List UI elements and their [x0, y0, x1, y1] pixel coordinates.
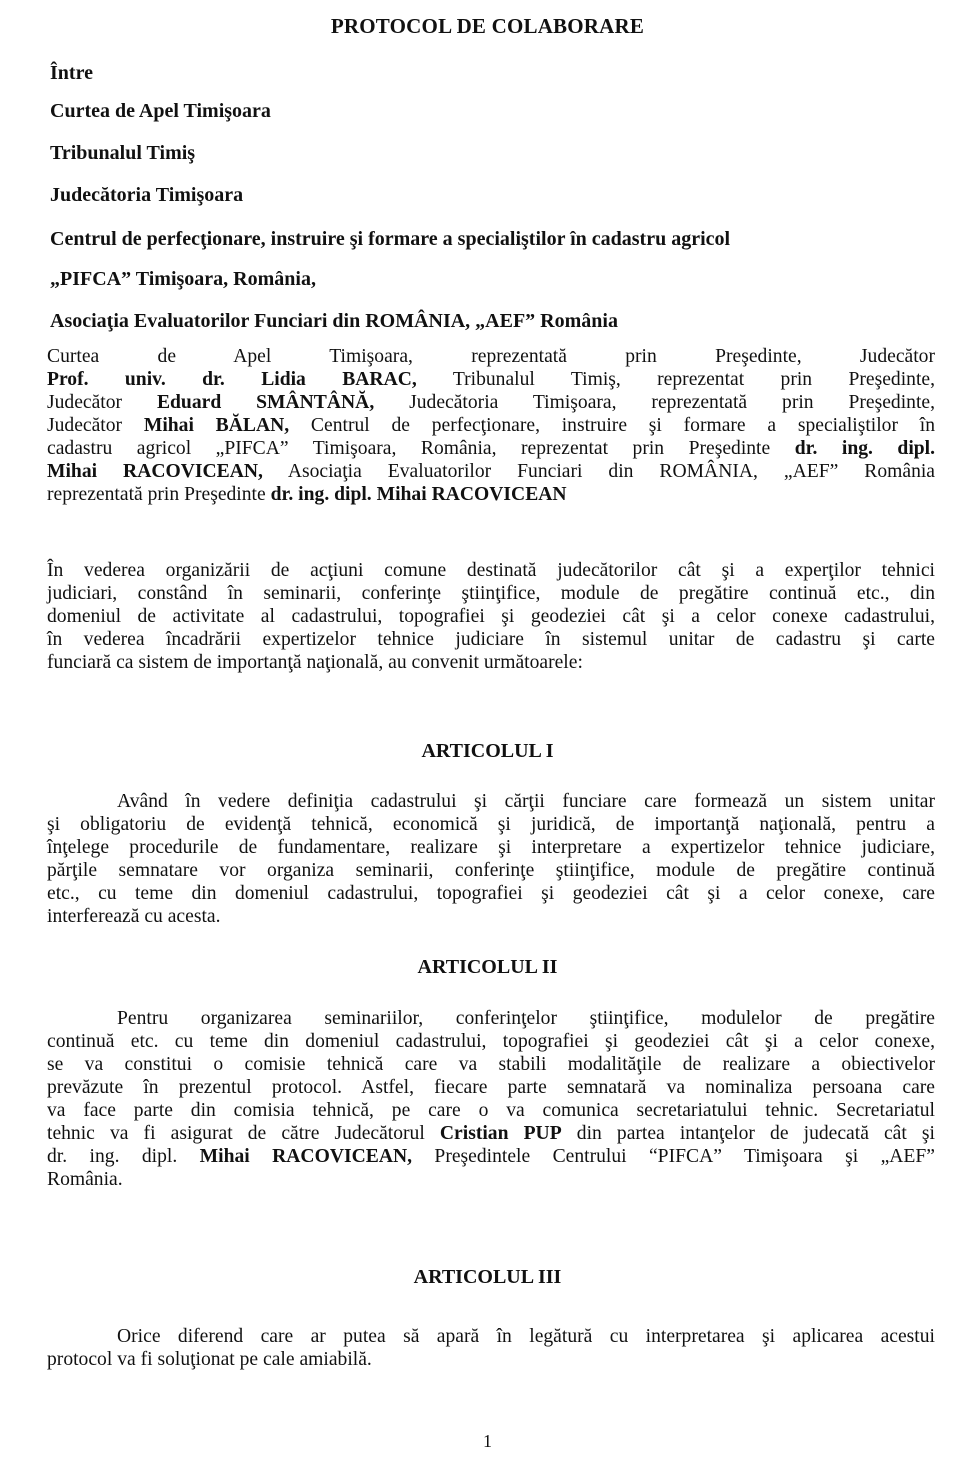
article-2-line: dr. ing. dipl. Mihai RACOVICEAN, Preşedintele Centrului “PIFCA” Timişoara şi „AEF” [47, 1146, 935, 1167]
article-1-line: etc., cu teme din domeniul cadastrului, topografiei şi geodeziei cât şi a celor conexe, care [47, 883, 935, 904]
intro-word: Între [50, 62, 93, 84]
article-2-line: se va constitui o comisie tehnică care va stabili modalităţile de realizare a obiectivelor [47, 1054, 935, 1075]
document-title: PROTOCOL DE COLABORARE [330, 14, 645, 38]
purpose-line: în vederea încadrării expertizelor tehnice judiciare în sistemul unitar de cadastru şi carte [47, 629, 935, 650]
article-2-line: prevăzute în prezentul protocol. Astfel, fiecare parte semnatară va nominaliza persoana care [47, 1077, 935, 1098]
representation-paragraph [47, 345, 935, 506]
article-3-heading: ARTICOLUL III [413, 1266, 562, 1288]
party-judecatoria: Judecătoria Timişoara [50, 184, 244, 206]
article-1-line: şi obligatoriu de evidenţă tehnică, economică şi juridică, de importanţă naţională, pentru a [47, 814, 935, 835]
purpose-line: funciară ca sistem de importanţă naţională, au convenit următoarele: [47, 652, 583, 673]
article-1-line: înţelege procedurile de fundamentare, realizare şi interpretare a expertizelor tehnice judiciare, [47, 837, 935, 858]
article-2-body [47, 1007, 935, 1191]
party-pifca-location: „PIFCA” Timişoara, România, [50, 268, 316, 290]
representation-line: cadastru agricol „PIFCA” Timişoara, România, reprezentat prin Preşedinte dr. ing. dipl. [47, 438, 936, 459]
representation-line: Judecător Mihai BĂLAN, Centrul de perfecţionare, instruire şi formare a specialiştilor în [47, 415, 935, 436]
purpose-line: judiciari, constând în seminarii, conferinţe ştiinţifice, module de pregătire continuă etc., din [47, 583, 935, 604]
article-1-line: interferează cu acesta. [47, 906, 221, 927]
party-curtea-de-apel: Curtea de Apel Timişoara [50, 100, 271, 122]
article-1-line: părţile semnatare vor organiza seminarii, conferinţe ştiinţifice, module de pregătire continuă [47, 860, 935, 881]
article-2-heading: ARTICOLUL II [417, 956, 558, 978]
representation-line: Prof. univ. dr. Lidia BARAC, Tribunalul Timiş, reprezentat prin Preşedinte, [47, 369, 935, 390]
representation-line: reprezentată prin Preşedinte dr. ing. dipl. Mihai RACOVICEAN [47, 484, 567, 505]
article-2-line: România. [47, 1169, 123, 1190]
representation-line: Mihai RACOVICEAN, Asociaţia Evaluatorilor Funciari din ROMÂNIA, „AEF” România [47, 461, 936, 482]
article-2-line: continuă etc. cu teme din domeniul cadastrului, topografiei şi geodeziei cât şi a celor conexe, [47, 1031, 935, 1052]
article-2-line: tehnic va fi asigurat de către Judecătorul Cristian PUP din partea intanţelor de judecată cât şi [47, 1123, 935, 1144]
purpose-paragraph [47, 559, 935, 674]
party-centrul-pifca: Centrul de perfecţionare, instruire şi formare a specialiştilor în cadastru agricol [50, 228, 731, 250]
article-3-line: Orice diferend care ar putea să apară în legătură cu interpretarea şi aplicarea acestui [117, 1326, 935, 1347]
article-2-line: Pentru organizarea seminariilor, conferinţelor ştiinţifice, modulelor de pregătire [117, 1008, 935, 1029]
article-1-line: Având în vedere definiţia cadastrului şi cărţii funciare care formează un sistem unitar [117, 791, 935, 812]
party-aef: Asociaţia Evaluatorilor Funciari din ROMÂNIA, „AEF” România [50, 310, 618, 332]
article-1-heading: ARTICOLUL I [421, 740, 554, 762]
party-tribunalul: Tribunalul Timiş [50, 142, 196, 164]
article-1-body [47, 790, 935, 928]
purpose-line: domeniul de activitate al cadastrului, topografiei şi geodeziei cât şi a celor conexe cadastrului, [47, 606, 935, 627]
representation-line: Judecător Eduard SMÂNTÂNĂ, Judecătoria Timişoara, reprezentată prin Preşedinte, [47, 392, 935, 413]
page-number: 1 [483, 1431, 492, 1451]
article-2-line: va face parte din comisia tehnică, pe care o va comunica secretariatului tehnic. Secretariatul [47, 1100, 935, 1121]
article-3-body [47, 1325, 935, 1371]
purpose-line: În vederea organizării de acţiuni comune destinată judecătorilor cât şi a experţilor tehnici [47, 560, 935, 581]
article-3-line: protocol va fi soluţionat pe cale amiabilă. [47, 1349, 372, 1370]
representation-line: Curtea de Apel Timişoara, reprezentată prin Preşedinte, Judecător [47, 346, 935, 367]
